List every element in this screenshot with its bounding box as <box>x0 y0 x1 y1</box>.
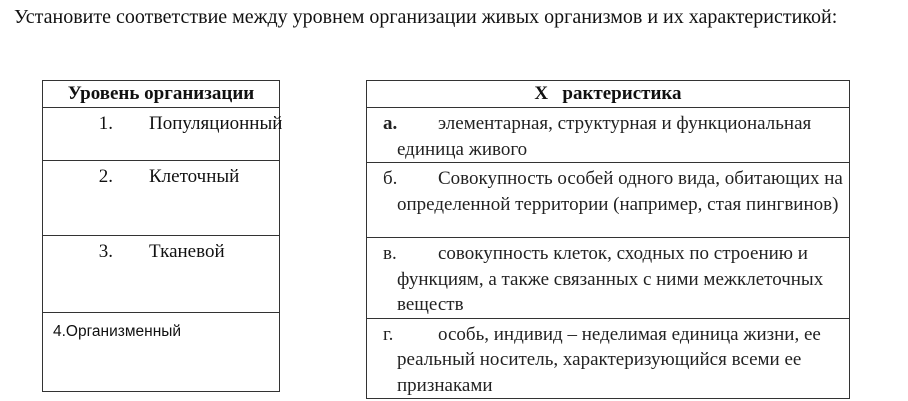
table-row <box>367 318 850 399</box>
level-name: Популяционный <box>149 113 283 134</box>
task-title: Установите соответствие между уровнем организации живых организмов и их характеристикой: <box>14 6 838 28</box>
table-row <box>367 238 850 319</box>
right-table-header: Х рактеристика <box>367 81 850 108</box>
table-row <box>43 108 283 161</box>
table-row <box>367 108 850 163</box>
table-row <box>43 161 280 236</box>
organization-level-table <box>42 80 283 392</box>
level-number: 2. <box>98 166 113 187</box>
characteristic-letter: г. <box>383 323 394 345</box>
level-name: Клеточный <box>149 166 240 187</box>
level-label: 4.Организменный <box>53 323 182 340</box>
characteristic-table <box>366 80 850 399</box>
table-row <box>367 163 850 238</box>
table-row <box>43 313 280 392</box>
level-number: 1. <box>98 113 113 134</box>
characteristic-text: совокупность клеток, сходных по строению и функциям, а также связанных с ними межклеточных веществ <box>397 243 824 315</box>
characteristic-text: элементарная, структурная и функциональная единица живого <box>397 113 812 160</box>
level-number: 3. <box>98 241 113 262</box>
table-row <box>43 236 280 313</box>
characteristic-text: Совокупность особей одного вида, обитающих на определенной территории (например, стая пингвинов) <box>397 168 843 215</box>
characteristic-letter: в. <box>383 243 397 264</box>
characteristic-letter: б. <box>383 168 398 189</box>
characteristic-text: особь, индивид – неделимая единица жизни, ее реальный носитель, характеризующийся всеми ее признаками <box>397 323 821 396</box>
left-table-header: Уровень организации <box>43 81 280 108</box>
level-name: Тканевой <box>149 241 225 262</box>
characteristic-letter: а. <box>383 113 398 134</box>
